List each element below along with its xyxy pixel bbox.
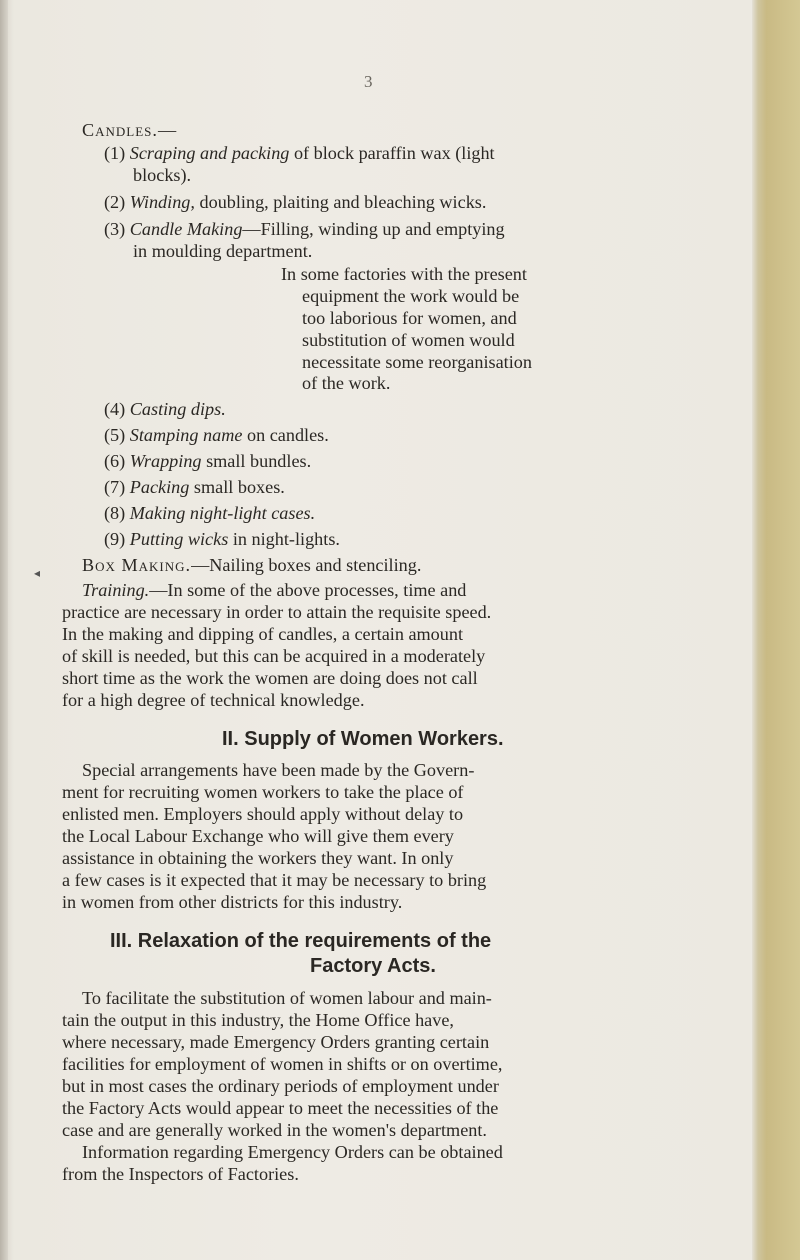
item-text: doubling, plaiting and bleaching wicks.	[194, 192, 487, 212]
training-line: In the making and dipping of candles, a certain amount	[62, 624, 464, 644]
section-heading: III. Relaxation of the requirements of the	[110, 930, 492, 952]
item-number: (6)	[104, 451, 126, 471]
body-line: case and are generally worked in the women's department.	[62, 1120, 487, 1140]
item-italic: Wrapping	[129, 451, 202, 471]
item-continuation: in moulding department.	[133, 241, 313, 261]
training-line: short time as the work the women are doing does not call	[62, 668, 478, 688]
item-italic: Stamping name	[129, 425, 243, 445]
body-line: from the Inspectors of Factories.	[62, 1164, 299, 1184]
item-text: —Filling, winding up and emptying	[242, 219, 505, 239]
body-line: facilities for employment of women in shifts or on overtime,	[62, 1054, 503, 1074]
body-line: the Local Labour Exchange who will give them every	[62, 826, 454, 846]
item-text: in night-lights.	[228, 529, 340, 549]
item-italic: Putting wicks	[129, 529, 229, 549]
item-italic: Winding,	[129, 192, 195, 212]
item-number: (7)	[104, 477, 126, 497]
box-making-paragraph	[82, 555, 421, 576]
margin-mark-icon: ◂	[34, 566, 41, 580]
list-item	[104, 477, 285, 498]
body-line: Information regarding Emergency Orders can be obtained	[82, 1142, 503, 1162]
body-line: the Factory Acts would appear to meet the necessities of the	[62, 1098, 499, 1118]
item-number: (8)	[104, 503, 126, 523]
training-label: Training.	[82, 580, 150, 600]
list-item	[104, 143, 495, 164]
note-line: necessitate some reorganisation	[302, 352, 532, 372]
body-line: To facilitate the substitution of women labour and main-	[82, 988, 492, 1008]
list-item	[104, 503, 315, 524]
training-line: Training.—In some of the above processes, time and	[82, 580, 467, 600]
item-text: small boxes.	[189, 477, 285, 497]
item-number: (9)	[104, 529, 126, 549]
item-number: (3)	[104, 219, 126, 239]
box-making-label: Box Making.	[82, 555, 192, 575]
body-line: but in most cases the ordinary periods of employment under	[62, 1076, 499, 1096]
training-line: for a high degree of technical knowledge.	[62, 690, 365, 710]
list-item	[104, 451, 311, 472]
training-line: of skill is needed, but this can be acquired in a moderately	[62, 646, 486, 666]
item-text: small bundles.	[201, 451, 312, 471]
body-line: Special arrangements have been made by the Govern-	[82, 760, 475, 780]
body-line: a few cases is it expected that it may be necessary to bring	[62, 870, 487, 890]
page-number: 3	[364, 72, 373, 91]
item-text: of block paraffin wax (light	[289, 143, 495, 163]
list-item	[104, 425, 329, 446]
body-line: where necessary, made Emergency Orders granting certain	[62, 1032, 490, 1052]
candles-heading: Candles.—	[82, 120, 178, 140]
note-line: of the work.	[302, 373, 391, 393]
note-line: equipment the work would be	[302, 286, 520, 306]
item-number: (5)	[104, 425, 126, 445]
list-item	[104, 219, 505, 240]
note-line: In some factories with the present	[281, 264, 527, 284]
list-item	[104, 192, 486, 213]
item-italic: Candle Making	[129, 219, 243, 239]
item-italic: Packing	[129, 477, 190, 497]
item-number: (2)	[104, 192, 126, 212]
item-number: (1)	[104, 143, 126, 163]
body-line: enlisted men. Employers should apply without delay to	[62, 804, 464, 824]
item-italic: Casting dips.	[129, 399, 226, 419]
item-italic: Scraping and packing	[129, 143, 290, 163]
list-item	[104, 529, 340, 550]
page-spine	[0, 0, 8, 1260]
box-making-text: —Nailing boxes and stenciling.	[191, 555, 422, 575]
list-item	[104, 399, 226, 420]
item-number: (4)	[104, 399, 126, 419]
note-line: substitution of women would	[302, 330, 515, 350]
body-line: tain the output in this industry, the Home Office have,	[62, 1010, 454, 1030]
next-page-edge	[752, 0, 800, 1260]
item-text: on candles.	[242, 425, 329, 445]
body-line: ment for recruiting women workers to take the place of	[62, 782, 464, 802]
note-line: too laborious for women, and	[302, 308, 517, 328]
section-heading-cont: Factory Acts.	[310, 955, 436, 977]
training-line: practice are necessary in order to attain the requisite speed.	[62, 602, 492, 622]
body-line: in women from other districts for this industry.	[62, 892, 403, 912]
body-line: assistance in obtaining the workers they want. In only	[62, 848, 454, 868]
item-italic: Making night-light cases.	[129, 503, 316, 523]
item-continuation: blocks).	[133, 165, 192, 185]
section-heading: II. Supply of Women Workers.	[222, 728, 504, 750]
